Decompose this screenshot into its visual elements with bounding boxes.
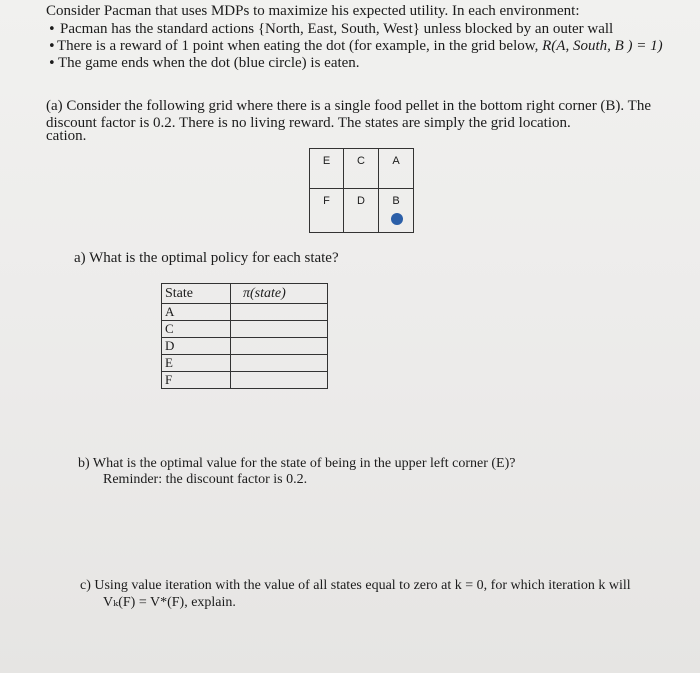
reward-formula: R(A, South, B ) = 1) [542, 38, 663, 54]
question-c-line1: c) Using value iteration with the value of all states equal to zero at k = 0, for which iteration k will [80, 578, 631, 593]
grid-cell-c [344, 149, 379, 189]
part-a-line2: discount factor is 0.2. There is no living reward. The states are simply the grid location. [46, 115, 571, 131]
state-cell: F [162, 372, 231, 389]
state-cell: C [162, 321, 231, 338]
part-a-line1: (a) Consider the following grid where there is a single food pellet in the bottom right corner (B). The [46, 98, 651, 114]
policy-answer-cell[interactable] [231, 355, 328, 372]
cell-label: A [392, 155, 400, 167]
table-header-row [162, 284, 328, 304]
table-row [162, 321, 328, 338]
question-b-line2: Reminder: the discount factor is 0.2. [103, 472, 308, 487]
part-a-line3: cation. [46, 128, 87, 144]
grid-cell-b [379, 189, 413, 232]
pacman-grid [309, 148, 414, 233]
state-cell: E [162, 355, 231, 372]
cell-label: B [392, 195, 400, 207]
question-c-line2: Vₖ(F) = V*(F), explain. [103, 595, 236, 610]
table-row [162, 304, 328, 321]
state-cell: D [162, 338, 231, 355]
policy-answer-cell[interactable] [231, 372, 328, 389]
header-policy: π(state) [231, 284, 328, 304]
bullet-reward-text: There is a reward of 1 point when eating the dot (for example, in the grid below, [57, 38, 539, 54]
question-a: a) What is the optimal policy for each state? [74, 250, 339, 266]
state-cell: A [162, 304, 231, 321]
cell-label: D [357, 195, 365, 207]
grid-cell-d [344, 189, 379, 232]
grid-cell-a [379, 149, 413, 189]
policy-answer-cell[interactable] [231, 338, 328, 355]
bullet-actions: Pacman has the standard actions {North, East, South, West} unless blocked by an outer wall [60, 21, 614, 37]
bullet-reward [57, 38, 663, 55]
grid-cell-f [310, 189, 344, 232]
cell-label: F [323, 195, 330, 207]
cell-label: E [322, 155, 331, 167]
table-row [162, 338, 328, 355]
bullet-icon: • [48, 22, 56, 37]
intro-line: Consider Pacman that uses MDPs to maximize his expected utility. In each environment: [46, 3, 580, 19]
question-b-line1: b) What is the optimal value for the state of being in the upper left corner (E)? [78, 456, 516, 471]
table-row [162, 355, 328, 372]
policy-table [161, 283, 328, 389]
food-dot-icon [391, 213, 403, 225]
bullet-icon: • [48, 39, 56, 54]
bullet-game-ends: The game ends when the dot (blue circle) is eaten. [58, 55, 360, 71]
grid-cell-e [310, 149, 344, 189]
policy-answer-cell[interactable] [231, 321, 328, 338]
bullet-icon: • [48, 56, 56, 71]
table-row [162, 372, 328, 389]
policy-answer-cell[interactable] [231, 304, 328, 321]
header-state: State [162, 284, 231, 304]
cell-label: C [357, 155, 365, 167]
